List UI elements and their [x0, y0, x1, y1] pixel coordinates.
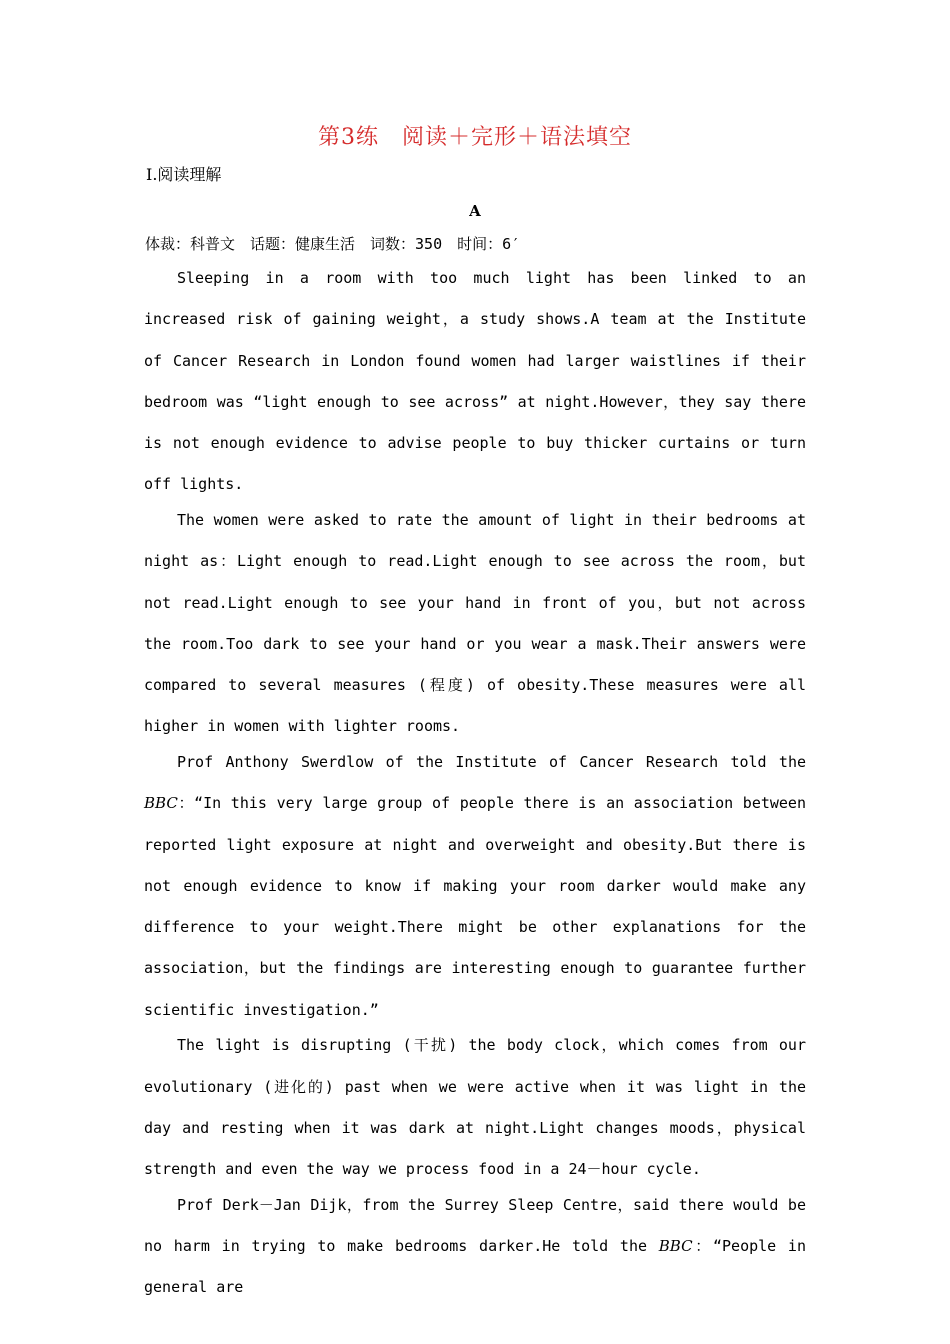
paragraph-text: Prof Anthony Swerdlow of the Institute of Cancer Research told the: [177, 752, 806, 771]
italic-source: BBC: [144, 794, 178, 813]
paragraph-2: [144, 500, 806, 748]
paragraph-text: ：“In this very large group of people there is an association between reported light exposure at night and overweight and obesity.But there is not enough evidence to know if making your room darker would make any difference to your weight.There might be other explanations for the association，but the findings are interesting enough to guarantee further scientific investigation.”: [144, 794, 806, 1019]
paragraph-text: ：“People in general are: [144, 1236, 806, 1297]
paragraph-1: [144, 258, 806, 506]
part-label: A: [469, 202, 481, 220]
paragraph-text: Prof Derk－Jan Dijk，from the Surrey Sleep Centre，said there would be no harm in trying to make bedrooms darker.He told the: [144, 1195, 806, 1255]
passage-body: [144, 258, 806, 1303]
paragraph-5: [144, 1185, 806, 1309]
paragraph-4: [144, 1025, 806, 1190]
italic-source: BBC: [658, 1236, 693, 1255]
page-title: 第3练 阅读＋完形＋语法填空: [318, 125, 632, 150]
paragraph-text: Sleeping in a room with too much light has been linked to an increased risk of gaining weight，a study shows.A team at the Institute of Cancer Research in London found women had larger waistlines if their bedroom was “light enough to see across” at night.However，they say there is not enough evidence to advise people to buy thicker curtains or turn off lights.: [144, 269, 806, 494]
paragraph-text: The women were asked to rate the amount of light in their bedrooms at night as：Light enough to read.Light enough to see across the room，but not read.Light enough to see your hand in front of you，but not across the room.Too dark to see your hand or you wear a mask.Their answers were compared to several measures (程度) of obesity.These measures were all higher in women with lighter rooms.: [144, 510, 806, 736]
section-heading: Ⅰ.阅读理解: [146, 165, 222, 184]
passage-meta: 体裁：科普文 话题：健康生活 词数：350 时间：6′: [145, 235, 521, 253]
paragraph-text: The light is disrupting (干扰) the body clock，which comes from our evolutionary (进化的) past when we were active when it was light in the day and resting when it was dark at night.Light changes moods，physical strength and even the way we process food in a 24－hour cycle.: [144, 1036, 806, 1179]
paragraph-3: [144, 742, 806, 1031]
